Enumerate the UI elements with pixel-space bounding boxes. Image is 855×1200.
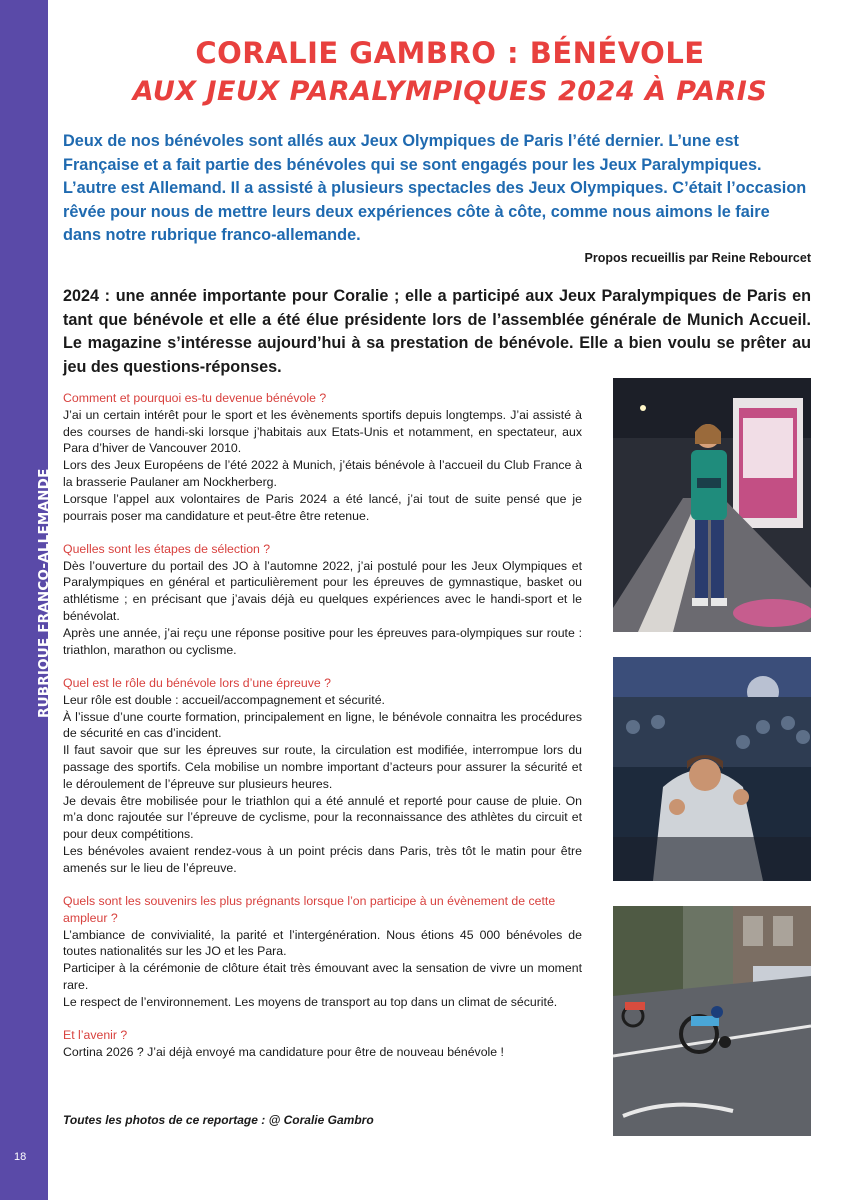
- photo-closing-ceremony: [613, 657, 811, 881]
- article-title-line1: CORALIE GAMBRO : BÉNÉVOLE: [195, 36, 705, 70]
- qa-block: [63, 541, 582, 659]
- qa-question: Quel est le rôle du bénévole lors d’une épreuve ?: [63, 675, 331, 690]
- page-number: 18: [14, 1151, 27, 1163]
- photo-wheelchair-race: [613, 906, 811, 1136]
- qa-answer: Leur rôle est double : accueil/accompagnement et sécurité. À l’issue d’une courte formation, principalement en ligne, le bénévole connaitra les procédures de sécurité en cas d’incident. Il faut savoir que sur les épreuves sur route, la circulation est modifiée, interrompue lors du passage des sportifs. Cela mobilise un nombre important d’acteurs pour assurer la sécurité et le déroulement de l’épreuve sur plusieurs heures. Je devais être mobilisée pour le triathlon qui a été annulé et reporté pour cause de pluie. On m’a donc rajoutée sur l’épreuve de cyclisme, pour la reconnaissance des athlètes du circuit et pour deux compétitions. Les bénévoles avaient rendez-vous à un point précis dans Paris, très tôt le matin pour être amenés sur le lieu de l’épreuve.: [63, 692, 582, 875]
- sidebar-band: [0, 0, 52, 1200]
- photo-credit: Toutes les photos de ce reportage : @ Coralie Gambro: [63, 1113, 374, 1127]
- qa-question: Comment et pourquoi es-tu devenue bénévole ?: [63, 391, 327, 405]
- photo-volunteer-night-street: [613, 378, 811, 632]
- qa-block: [63, 893, 582, 1011]
- qa-question: Et l’avenir ?: [63, 1028, 128, 1043]
- article-title-line2: AUX JEUX PARALYMPIQUES 2024 À PARIS: [132, 76, 768, 107]
- section-label: RUBRIQUE FRANCO-ALLEMANDE: [36, 468, 52, 718]
- qa-question: Quels sont les souvenirs les plus prégnants lorsque l’on participe à un évènement de cette ampleur ?: [63, 894, 556, 925]
- interview-credit: Propos recueillis par Reine Rebourcet: [584, 251, 811, 265]
- intro-paragraph: Deux de nos bénévoles sont allés aux Jeux Olympiques de Paris l’été dernier. L’une est Française et a fait partie des bénévoles qui se sont engagés pour les Jeux Paralympiques. L’autre est Allemand. Il a assisté à plusieurs spectacles des Jeux Olympiques. C’était l’occasion rêvée pour nous de mettre leurs deux expériences côte à côte, comme nous aimons le faire dans notre rubrique franco-allemande.: [63, 132, 807, 244]
- qa-answer: J’ai un certain intérêt pour le sport et les évènements sportifs depuis longtemps. J’ai assisté à des courses de handi-ski lorsque j’habitais aux Etats-Unis et notamment, en spectateur, aux Para d’hiver de Vancouver 2010. Lors des Jeux Européens de l’été 2022 à Munich, j’étais bénévole à l’accueil du Club France à la brasserie Paulaner am Nockherberg. Lorsque l’appel aux volontaires de Paris 2024 a été lancé, j’ai tout de suite pensé que je pourrais poser ma candidature et peut-être être retenue.: [63, 407, 582, 523]
- qa-section: [63, 390, 582, 1077]
- qa-answer: Dès l’ouverture du portail des JO à l’automne 2022, j’ai postulé pour les Jeux Olympiques et Paralympiques en général et particulièrement pour les épreuves de gymnastique, basket ou athlétisme ; en précisant que j’avais déjà eu quelques expériences avec le handi-sport et le bénévolat. Après une année, j’ai reçu une réponse positive pour les épreuves para-olympiques sur route : triathlon, marathon ou cyclisme.: [63, 558, 582, 657]
- qa-block: [63, 390, 582, 524]
- qa-answer: Cortina 2026 ? J’ai déjà envoyé ma candidature pour être de nouveau bénévole !: [63, 1044, 504, 1059]
- lead-paragraph: 2024 : une année importante pour Coralie ; elle a participé aux Jeux Paralympiques de Paris en tant que bénévole et elle a été élue présidente lors de l’assemblée générale de Munich Accueil. Le magazine s’intéresse aujourd’hui à sa prestation de bénévole. Elle a bien voulu se prêter au jeu des questions-réponses.: [63, 287, 811, 376]
- qa-block: [63, 1027, 582, 1061]
- qa-answer: L’ambiance de convivialité, la parité et l’intergénération. Nous étions 45 000 bénévoles de toutes nationalités sur les JO et les Para. Participer à la cérémonie de clôture était très émouvant avec la sensation de vivre un moment rare. Le respect de l’environnement. Les moyens de transport au top dans un climat de sécurité.: [63, 927, 582, 1009]
- qa-question: Quelles sont les étapes de sélection ?: [63, 541, 271, 556]
- qa-block: [63, 675, 582, 877]
